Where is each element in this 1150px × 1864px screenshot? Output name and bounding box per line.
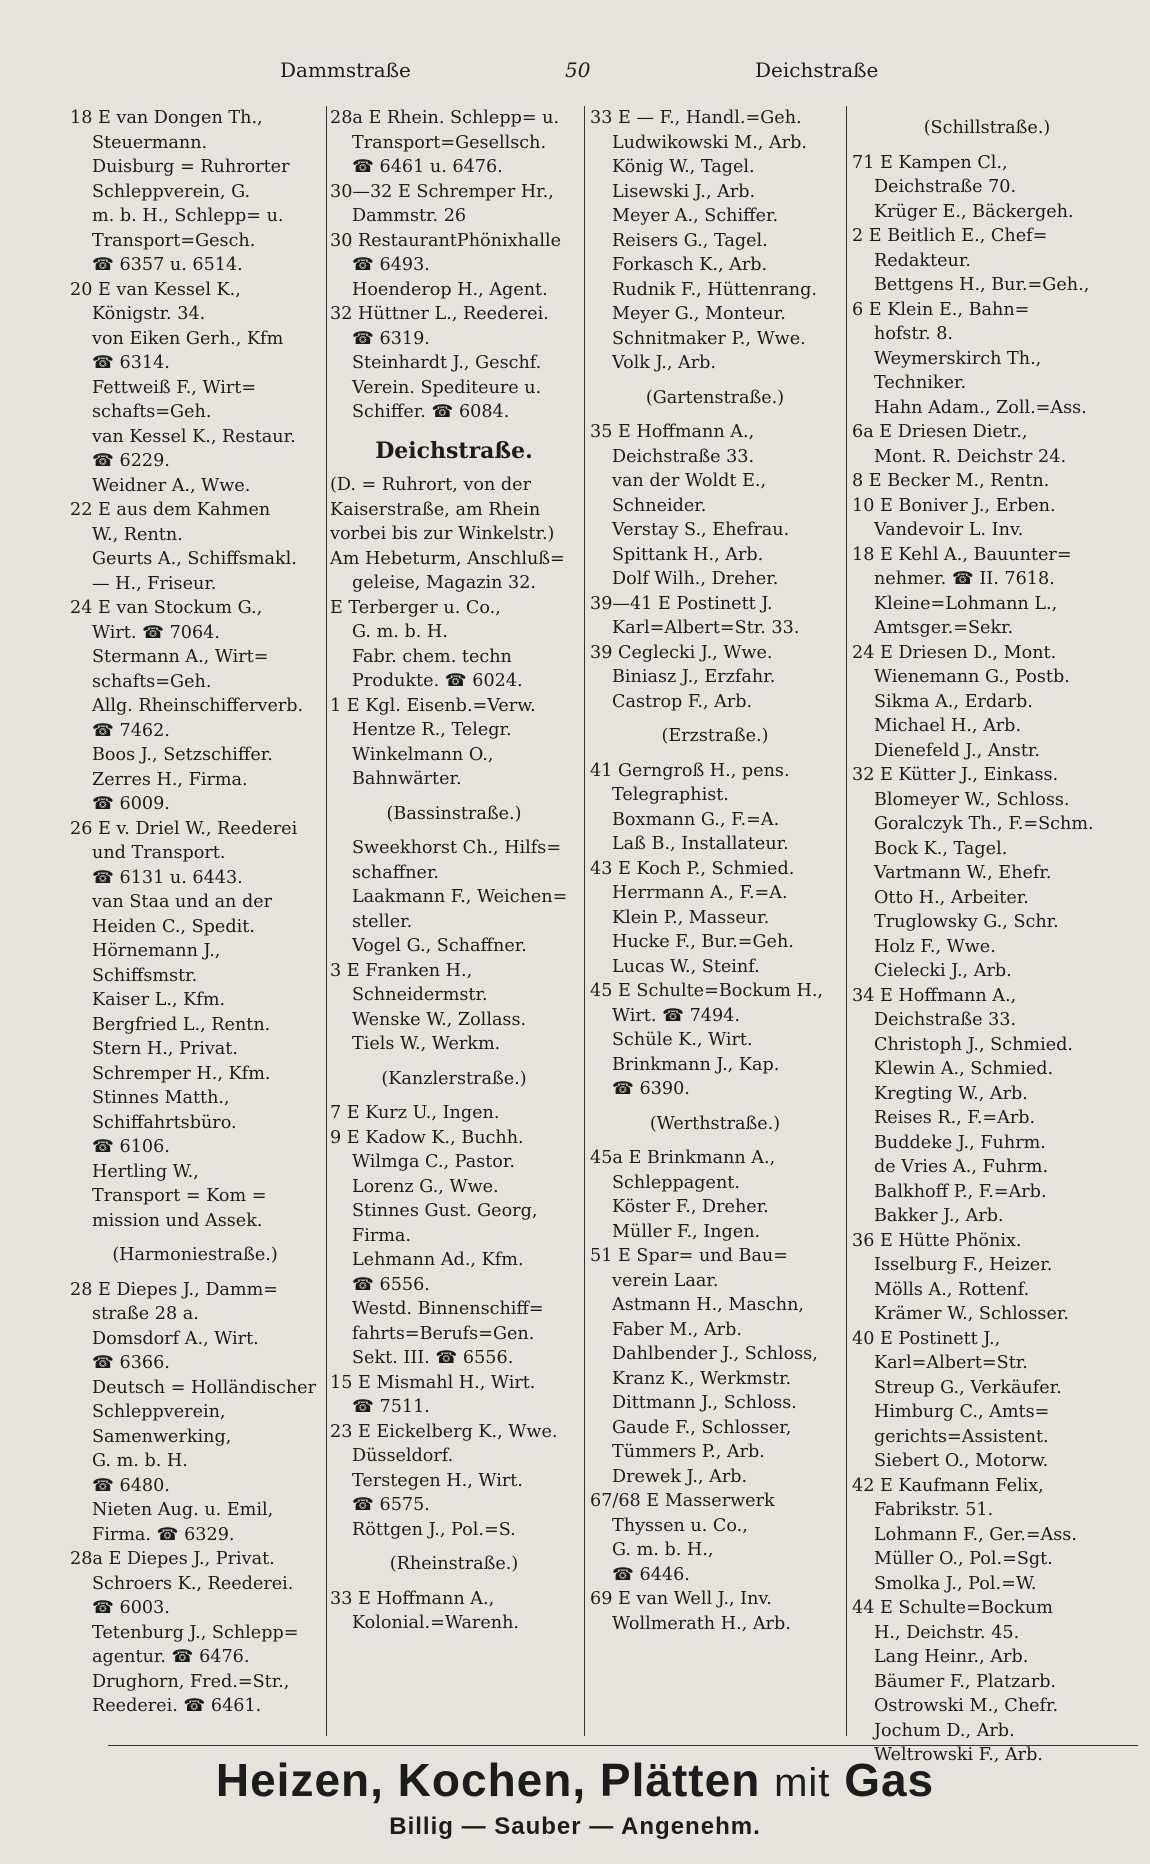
directory-entry: ☎ 6314. bbox=[92, 353, 170, 373]
directory-entry: straße 28 a. bbox=[92, 1304, 199, 1324]
directory-entry: 34 E Hoffmann A., bbox=[852, 985, 1017, 1006]
directory-entry: 22 E aus dem Kahmen bbox=[70, 500, 271, 520]
directory-entry: Kaiser L., Kfm. bbox=[92, 990, 226, 1010]
directory-entry: 45a E Brinkmann A., bbox=[590, 1148, 776, 1168]
directory-entry: 39 Ceglecki J., Wwe. bbox=[590, 642, 773, 663]
directory-entry: Transport=Gesch. bbox=[92, 230, 256, 251]
directory-entry: Lang Heinr., Arb. bbox=[874, 1647, 1029, 1667]
directory-entry: 44 E Schulte=Bockum bbox=[852, 1598, 1053, 1618]
directory-entry: Kleine=Lohmann L., bbox=[874, 593, 1058, 614]
gas-advertisement bbox=[0, 1752, 1150, 1843]
directory-entry: König W., Tagel. bbox=[612, 157, 755, 177]
header-right-street: Deichstraße bbox=[755, 58, 879, 82]
directory-entry: ☎ 6390. bbox=[612, 1079, 690, 1099]
directory-entry: E Terberger u. Co., bbox=[330, 597, 501, 618]
directory-entry: 43 E Koch P., Schmied. bbox=[590, 858, 795, 879]
directory-entry: Rudnik F., Hüttenrang. bbox=[612, 279, 817, 300]
directory-entry: Reederei. ☎ 6461. bbox=[92, 1696, 262, 1716]
directory-entry: Deichstraße 33. bbox=[874, 1010, 1017, 1030]
directory-entry: G. m. b. H. bbox=[352, 622, 448, 642]
directory-entry: agentur. ☎ 6476. bbox=[92, 1647, 250, 1667]
directory-entry: Redakteur. bbox=[874, 250, 971, 271]
directory-entry: Fabrikstr. 51. bbox=[874, 1500, 994, 1520]
directory-entry: Firma. bbox=[352, 1225, 412, 1246]
directory-entry: Sikma A., Erdarb. bbox=[874, 691, 1033, 712]
directory-entry: Goralczyk Th., F.=Schm. bbox=[874, 814, 1094, 834]
directory-entry: Westd. Binnenschiff= bbox=[352, 1299, 544, 1319]
directory-entry: Heiden C., Spedit. bbox=[92, 916, 255, 937]
directory-entry: G. m. b. H., bbox=[612, 1540, 714, 1560]
directory-entry: Hoenderop H., Agent. bbox=[352, 279, 548, 300]
directory-entry: Gaude F., Schlosser, bbox=[612, 1417, 792, 1438]
directory-entry: Himburg C., Amts= bbox=[874, 1402, 1050, 1422]
column-2 bbox=[330, 106, 585, 1736]
directory-entry: Lucas W., Steinf. bbox=[612, 956, 760, 977]
directory-entry: geleise, Magazin 32. bbox=[352, 573, 537, 593]
directory-entry: Kaiserstraße, am Rhein bbox=[330, 499, 541, 520]
ad-main-text: Heizen, Kochen, Plätten bbox=[215, 1754, 761, 1806]
directory-entry: 41 Gerngroß H., pens. bbox=[590, 760, 790, 781]
directory-entry: 18 E Kehl A., Bauunter= bbox=[852, 544, 1072, 565]
directory-entry: Bäumer F., Platzarb. bbox=[874, 1671, 1057, 1692]
directory-entry: 45 E Schulte=Bockum H., bbox=[590, 981, 824, 1001]
directory-entry: Ostrowski M., Chefr. bbox=[874, 1696, 1059, 1716]
directory-entry: Transport=Gesellsch. bbox=[352, 132, 547, 153]
directory-entry: ☎ 6229. bbox=[92, 451, 170, 471]
directory-entry: Balkhoff P., F.=Arb. bbox=[874, 1181, 1047, 1202]
directory-entry: 30—32 E Schremper Hr., bbox=[330, 181, 554, 202]
directory-entry: ☎ 7511. bbox=[352, 1397, 430, 1417]
directory-entry: Steinhardt J., Geschf. bbox=[352, 353, 542, 373]
directory-entry: Bock K., Tagel. bbox=[874, 838, 1008, 859]
directory-entry: Schneider. bbox=[612, 495, 707, 516]
directory-entry: Schnitmaker P., Wwe. bbox=[612, 328, 806, 349]
directory-entry: 7 E Kurz U., Ingen. bbox=[330, 1103, 500, 1123]
directory-entry: 33 E — F., Handl.=Geh. bbox=[590, 108, 802, 128]
directory-entry: Techniker. bbox=[874, 373, 967, 393]
street-heading: (Kanzlerstraße.) bbox=[381, 1068, 527, 1089]
directory-entry: Vogel G., Schaffner. bbox=[352, 936, 527, 956]
directory-entry: Streup G., Verkäufer. bbox=[874, 1377, 1062, 1398]
directory-entry: Weltrowski F., Arb. bbox=[874, 1745, 1043, 1765]
directory-entry: Mont. R. Deichstr 24. bbox=[874, 446, 1067, 467]
directory-entry: ☎ 6493. bbox=[352, 255, 430, 275]
directory-entry: Holz F., Wwe. bbox=[874, 936, 996, 957]
directory-entry: ☎ 6106. bbox=[92, 1137, 170, 1157]
directory-entry: — H., Friseur. bbox=[92, 573, 217, 594]
directory-entry: ☎ 6357 u. 6514. bbox=[92, 255, 243, 275]
directory-entry: ☎ 6003. bbox=[92, 1598, 170, 1618]
ad-headline bbox=[0, 1752, 1150, 1811]
street-heading: (Rheinstraße.) bbox=[389, 1554, 519, 1574]
directory-entry: Schleppverein, bbox=[92, 1402, 226, 1422]
directory-entry: ☎ 6461 u. 6476. bbox=[352, 157, 503, 177]
directory-entry: 20 E van Kessel K., bbox=[70, 279, 241, 300]
directory-entry: Wollmerath H., Arb. bbox=[612, 1613, 791, 1634]
directory-entry: 6a E Driesen Dietr., bbox=[852, 422, 1028, 442]
street-heading: (Harmoniestraße.) bbox=[112, 1245, 278, 1265]
directory-entry: Blomeyer W., Schloss. bbox=[874, 789, 1070, 810]
directory-entry: Wenske W., Zollass. bbox=[352, 1009, 527, 1030]
directory-entry: Fabr. chem. techn bbox=[352, 646, 512, 667]
directory-entry: 42 E Kaufmann Felix, bbox=[852, 1475, 1044, 1496]
directory-entry: 8 E Becker M., Rentn. bbox=[852, 471, 1050, 491]
directory-entry: Kregting W., Arb. bbox=[874, 1083, 1028, 1104]
directory-entry: 71 E Kampen Cl., bbox=[852, 152, 1008, 173]
directory-entry: Kolonial.=Warenh. bbox=[352, 1613, 520, 1633]
directory-entry: W., Rentn. bbox=[92, 524, 183, 545]
directory-entry: Cielecki J., Arb. bbox=[874, 961, 1012, 981]
directory-entry: Boos J., Setzschiffer. bbox=[92, 745, 273, 765]
directory-entry: Drughorn, Fred.=Str., bbox=[92, 1671, 290, 1692]
directory-entry: Buddeke J., Fuhrm. bbox=[874, 1132, 1046, 1153]
directory-entry: 26 E v. Driel W., Reederei bbox=[70, 818, 298, 839]
directory-entry: 10 E Boniver J., Erben. bbox=[852, 495, 1056, 516]
directory-entry: Verein. Spediteure u. bbox=[352, 377, 542, 398]
directory-entry: Lohmann F., Ger.=Ass. bbox=[874, 1524, 1077, 1545]
directory-entry: Bakker J., Arb. bbox=[874, 1206, 1004, 1226]
directory-entry: 28 E Diepes J., Damm= bbox=[70, 1279, 279, 1300]
directory-entry: Am Hebeturm, Anschluß= bbox=[330, 548, 565, 569]
directory-entry: Schremper H., Kfm. bbox=[92, 1063, 271, 1084]
footer-rule bbox=[108, 1745, 1138, 1746]
directory-entry: (D. = Ruhrort, von der bbox=[330, 475, 531, 495]
directory-entry: Tetenburg J., Schlepp= bbox=[92, 1622, 299, 1643]
directory-entry: Weidner A., Wwe. bbox=[92, 475, 251, 496]
directory-entry: Bettgens H., Bur.=Geh., bbox=[874, 275, 1090, 295]
directory-entry: Klein P., Masseur. bbox=[612, 907, 770, 928]
directory-entry: Weymerskirch Th., bbox=[874, 348, 1042, 369]
directory-entry: ☎ 6131 u. 6443. bbox=[92, 867, 243, 888]
directory-entry: gerichts=Assistent. bbox=[874, 1426, 1049, 1447]
directory-entry: Meyer G., Monteur. bbox=[612, 304, 786, 324]
ad-slogan: Billig — Sauber — Angenehm. bbox=[389, 1813, 761, 1840]
directory-entry: 69 E van Well J., Inv. bbox=[590, 1589, 772, 1609]
directory-entry: Schiffsmstr. bbox=[92, 965, 198, 986]
directory-entry: Faber M., Arb. bbox=[612, 1319, 742, 1340]
column-3 bbox=[590, 106, 847, 1736]
directory-entry: Thyssen u. Co., bbox=[612, 1515, 748, 1536]
directory-entry: Castrop F., Arb. bbox=[612, 691, 753, 712]
directory-entry: 32 E Kütter J., Einkass. bbox=[852, 765, 1059, 785]
ad-gas-text: Gas bbox=[844, 1754, 935, 1806]
directory-entry: Stern H., Privat. bbox=[92, 1039, 238, 1059]
directory-entry: Schleppverein, G. bbox=[92, 181, 251, 202]
directory-entry: Schneidermstr. bbox=[352, 985, 488, 1005]
directory-entry: Verstay S., Ehefrau. bbox=[612, 520, 790, 540]
directory-entry: Bergfried L., Rentn. bbox=[92, 1014, 271, 1035]
directory-entry: ☎ 6009. bbox=[92, 794, 170, 814]
directory-entry: m. b. H., Schlepp= u. bbox=[92, 206, 284, 226]
header-left-street: Dammstraße bbox=[280, 58, 411, 82]
directory-entry: Lisewski J., Arb. bbox=[612, 181, 756, 202]
directory-entry: Klewin A., Schmied. bbox=[874, 1059, 1054, 1079]
directory-entry: 18 E van Dongen Th., bbox=[70, 108, 263, 128]
directory-entry: Telegraphist. bbox=[612, 785, 729, 805]
directory-entry: Terstegen H., Wirt. bbox=[352, 1470, 523, 1491]
directory-entry: 24 E Driesen D., Mont. bbox=[852, 642, 1057, 663]
directory-entry: Deutsch = Holländischer bbox=[92, 1377, 316, 1398]
page-number: 50 bbox=[565, 58, 591, 82]
directory-entry: Brinkmann J., Kap. bbox=[612, 1054, 780, 1075]
directory-entry: 24 E van Stockum G., bbox=[70, 598, 263, 618]
directory-entry: Zerres H., Firma. bbox=[92, 769, 248, 790]
directory-entry: Christoph J., Schmied. bbox=[874, 1034, 1073, 1055]
column-1 bbox=[70, 106, 327, 1736]
page-header bbox=[0, 58, 1150, 88]
directory-entry: Schüle K., Wirt. bbox=[612, 1030, 753, 1050]
directory-entry: 36 E Hütte Phönix. bbox=[852, 1230, 1022, 1251]
directory-entry: Müller O., Pol.=Sgt. bbox=[874, 1549, 1053, 1569]
directory-entry: Hertling W., bbox=[92, 1161, 199, 1182]
directory-entry: Köster F., Dreher. bbox=[612, 1197, 769, 1217]
directory-entry: Jochum D., Arb. bbox=[874, 1720, 1015, 1741]
directory-entry: Steuermann. bbox=[92, 132, 208, 153]
directory-entry: Hucke F., Bur.=Geh. bbox=[612, 932, 794, 952]
directory-entry: de Vries A., Fuhrm. bbox=[874, 1157, 1049, 1177]
section-title: Deichstraße. bbox=[375, 437, 533, 464]
street-heading: (Gartenstraße.) bbox=[645, 387, 785, 408]
directory-entry: schafts=Geh. bbox=[92, 402, 212, 422]
directory-entry: van der Woldt E., bbox=[612, 471, 767, 491]
directory-entry: von Eiken Gerh., Kfm bbox=[92, 328, 284, 349]
directory-entry: Produkte. ☎ 6024. bbox=[352, 671, 523, 691]
street-heading: (Werthstraße.) bbox=[649, 1113, 781, 1134]
directory-entry: 28a E Diepes J., Privat. bbox=[70, 1549, 275, 1569]
directory-entry: 15 E Mismahl H., Wirt. bbox=[330, 1372, 536, 1393]
directory-entry: Isselburg F., Heizer. bbox=[874, 1255, 1053, 1275]
directory-entry: Deichstraße 70. bbox=[874, 177, 1017, 197]
directory-entry: Sweekhorst Ch., Hilfs= bbox=[352, 838, 562, 858]
directory-entry: Krüger E., Bäckergeh. bbox=[874, 201, 1074, 222]
directory-entry: Wienemann G., Postb. bbox=[874, 667, 1070, 687]
directory-entry: ☎ 6556. bbox=[352, 1274, 430, 1295]
column-4 bbox=[852, 106, 1122, 1765]
directory-entry: Bahnwärter. bbox=[352, 769, 462, 789]
directory-entry: Allg. Rheinschifferverb. bbox=[92, 696, 304, 716]
directory-entry: Karl=Albert=Str. bbox=[874, 1353, 1028, 1373]
street-heading: (Schillstraße.) bbox=[923, 118, 1051, 138]
directory-entry: Fettweiß F., Wirt= bbox=[92, 377, 257, 398]
directory-entry: Hörnemann J., bbox=[92, 941, 221, 961]
directory-entry: 35 E Hoffmann A., bbox=[590, 422, 755, 442]
directory-entry: Schiffer. ☎ 6084. bbox=[352, 402, 510, 422]
directory-entry: Königstr. 34. bbox=[92, 304, 206, 324]
directory-entry: und Transport. bbox=[92, 843, 226, 863]
directory-entry: Smolka J., Pol.=W. bbox=[874, 1573, 1037, 1594]
directory-entry: Geurts A., Schiffsmakl. bbox=[92, 549, 297, 569]
directory-entry: 3 E Franken H., bbox=[330, 960, 473, 981]
directory-entry: Truglowsky G., Schr. bbox=[874, 912, 1059, 932]
directory-entry: Reisers G., Tagel. bbox=[612, 230, 768, 251]
ad-mit-text: mit bbox=[774, 1761, 831, 1805]
directory-entry: Vartmann W., Ehefr. bbox=[874, 863, 1052, 883]
directory-entry: steller. bbox=[352, 911, 413, 932]
directory-entry: fahrts=Berufs=Gen. bbox=[352, 1323, 535, 1344]
directory-entry: Stermann A., Wirt= bbox=[92, 647, 269, 667]
directory-entry: 9 E Kadow K., Buchh. bbox=[330, 1127, 524, 1148]
directory-entry: Müller F., Ingen. bbox=[612, 1221, 761, 1242]
directory-entry: 39—41 E Postinett J. bbox=[590, 593, 773, 614]
directory-entry: Duisburg = Ruhrorter bbox=[92, 157, 290, 177]
directory-entry: Meyer A., Schiffer. bbox=[612, 206, 779, 226]
directory-entry: Spittank H., Arb. bbox=[612, 544, 764, 565]
directory-entry: Schiffahrtsbüro. bbox=[92, 1112, 237, 1133]
directory-entry: H., Deichstr. 45. bbox=[874, 1622, 1020, 1643]
directory-entry: Laß B., Installateur. bbox=[612, 834, 789, 854]
directory-entry: Laakmann F., Weichen= bbox=[352, 887, 568, 907]
directory-entry: ☎ 7462. bbox=[92, 720, 170, 741]
directory-entry: Lehmann Ad., Kfm. bbox=[352, 1250, 524, 1270]
directory-entry: ☎ 6319. bbox=[352, 328, 430, 349]
directory-entry: Hahn Adam., Zoll.=Ass. bbox=[874, 397, 1087, 418]
directory-entry: Firma. ☎ 6329. bbox=[92, 1524, 235, 1545]
directory-entry: G. m. b. H. bbox=[92, 1451, 188, 1471]
directory-entry: Michael H., Arb. bbox=[874, 716, 1022, 736]
street-heading: (Erzstraße.) bbox=[661, 726, 769, 746]
directory-entry: Boxmann G., F.=A. bbox=[612, 809, 780, 830]
directory-entry: ☎ 6366. bbox=[92, 1353, 170, 1373]
directory-entry: 1 E Kgl. Eisenb.=Verw. bbox=[330, 695, 536, 716]
directory-entry: Dienefeld J., Anstr. bbox=[874, 740, 1040, 761]
directory-entry: 23 E Eickelberg K., Wwe. bbox=[330, 1421, 558, 1442]
directory-entry: Kranz K., Werkmstr. bbox=[612, 1368, 792, 1389]
directory-entry: 40 E Postinett J., bbox=[852, 1328, 1001, 1349]
directory-entry: Domsdorf A., Wirt. bbox=[92, 1328, 259, 1349]
directory-entry: verein Laar. bbox=[612, 1270, 719, 1291]
directory-entry: Röttgen J., Pol.=S. bbox=[352, 1519, 516, 1540]
directory-entry: Herrmann A., F.=A. bbox=[612, 883, 788, 903]
directory-entry: Dammstr. 26 bbox=[352, 206, 467, 226]
directory-entry: Reises R., F.=Arb. bbox=[874, 1108, 1036, 1128]
directory-entry: Schroers K., Reederei. bbox=[92, 1573, 294, 1594]
directory-entry: Vandevoir L. Inv. bbox=[874, 520, 1024, 540]
directory-entry: ☎ 6480. bbox=[92, 1475, 170, 1496]
directory-entry: Samenwerking, bbox=[92, 1426, 232, 1447]
directory-entry: Wirt. ☎ 7494. bbox=[612, 1005, 740, 1026]
directory-entry: Mölls A., Rottenf. bbox=[874, 1279, 1030, 1300]
directory-entry: schafts=Geh. bbox=[92, 671, 212, 692]
directory-entry: Siebert O., Motorw. bbox=[874, 1451, 1049, 1471]
directory-entry: Dolf Wilh., Dreher. bbox=[612, 569, 779, 589]
directory-entry: Tiels W., Werkm. bbox=[352, 1034, 501, 1054]
directory-entry: van Staa und an der bbox=[92, 892, 273, 912]
directory-entry: Krämer W., Schlosser. bbox=[874, 1304, 1069, 1324]
directory-entry: 67/68 E Masserwerk bbox=[590, 1491, 775, 1511]
directory-entry: mission und Assek. bbox=[92, 1210, 263, 1231]
directory-entry: Astmann H., Maschn, bbox=[612, 1295, 804, 1315]
directory-entry: Nieten Aug. u. Emil, bbox=[92, 1500, 274, 1520]
directory-entry: Biniasz J., Erzfahr. bbox=[612, 667, 776, 687]
directory-entry: vorbei bis zur Winkelstr.) bbox=[330, 524, 555, 544]
directory-entry: 30 RestaurantPhönixhalle bbox=[330, 230, 561, 251]
directory-entry: Forkasch K., Arb. bbox=[612, 255, 768, 275]
directory-entry: Amtsger.=Sekr. bbox=[874, 618, 1014, 638]
directory-entry: Ludwikowski M., Arb. bbox=[612, 132, 807, 153]
directory-entry: ☎ 6575. bbox=[352, 1495, 430, 1515]
directory-entry: Transport = Kom = bbox=[92, 1186, 267, 1206]
directory-entry: 6 E Klein E., Bahn= bbox=[852, 299, 1030, 320]
directory-entry: hofstr. 8. bbox=[874, 324, 953, 344]
directory-entry: Düsseldorf. bbox=[352, 1446, 454, 1466]
directory-entry: Deichstraße 33. bbox=[612, 446, 755, 467]
directory-entry: Dahlbender J., Schloss, bbox=[612, 1344, 818, 1364]
directory-entry: Dittmann J., Schloss. bbox=[612, 1393, 797, 1413]
directory-entry: Hentze R., Telegr. bbox=[352, 720, 512, 740]
directory-entry: Stinnes Matth., bbox=[92, 1088, 230, 1108]
directory-entry: Drewek J., Arb. bbox=[612, 1466, 748, 1487]
directory-entry: 51 E Spar= und Bau= bbox=[590, 1246, 788, 1266]
directory-entry: Karl=Albert=Str. 33. bbox=[612, 618, 800, 638]
street-heading: (Bassinstraße.) bbox=[386, 803, 522, 824]
directory-entry: nehmer. ☎ II. 7618. bbox=[874, 569, 1055, 589]
directory-entry: Winkelmann O., bbox=[352, 744, 494, 765]
directory-entry: schaffner. bbox=[352, 862, 440, 883]
directory-entry: Sekt. III. ☎ 6556. bbox=[352, 1348, 514, 1368]
directory-entry: 28a E Rhein. Schlepp= u. bbox=[330, 108, 560, 128]
directory-entry: 2 E Beitlich E., Chef= bbox=[852, 226, 1048, 246]
directory-entry: Schleppagent. bbox=[612, 1172, 740, 1193]
directory-entry: Wirt. ☎ 7064. bbox=[92, 622, 220, 643]
directory-entry: Otto H., Arbeiter. bbox=[874, 887, 1029, 908]
directory-entry: 32 Hüttner L., Reederei. bbox=[330, 304, 549, 324]
directory-entry: ☎ 6446. bbox=[612, 1564, 690, 1585]
directory-entry: Wilmga C., Pastor. bbox=[352, 1152, 515, 1172]
directory-entry: Lorenz G., Wwe. bbox=[352, 1176, 499, 1197]
directory-entry: 33 E Hoffmann A., bbox=[330, 1588, 495, 1609]
directory-entry: van Kessel K., Restaur. bbox=[92, 426, 296, 447]
directory-entry: Volk J., Arb. bbox=[612, 353, 716, 373]
directory-entry: Stinnes Gust. Georg, bbox=[352, 1201, 538, 1221]
directory-entry: Tümmers P., Arb. bbox=[612, 1442, 765, 1462]
